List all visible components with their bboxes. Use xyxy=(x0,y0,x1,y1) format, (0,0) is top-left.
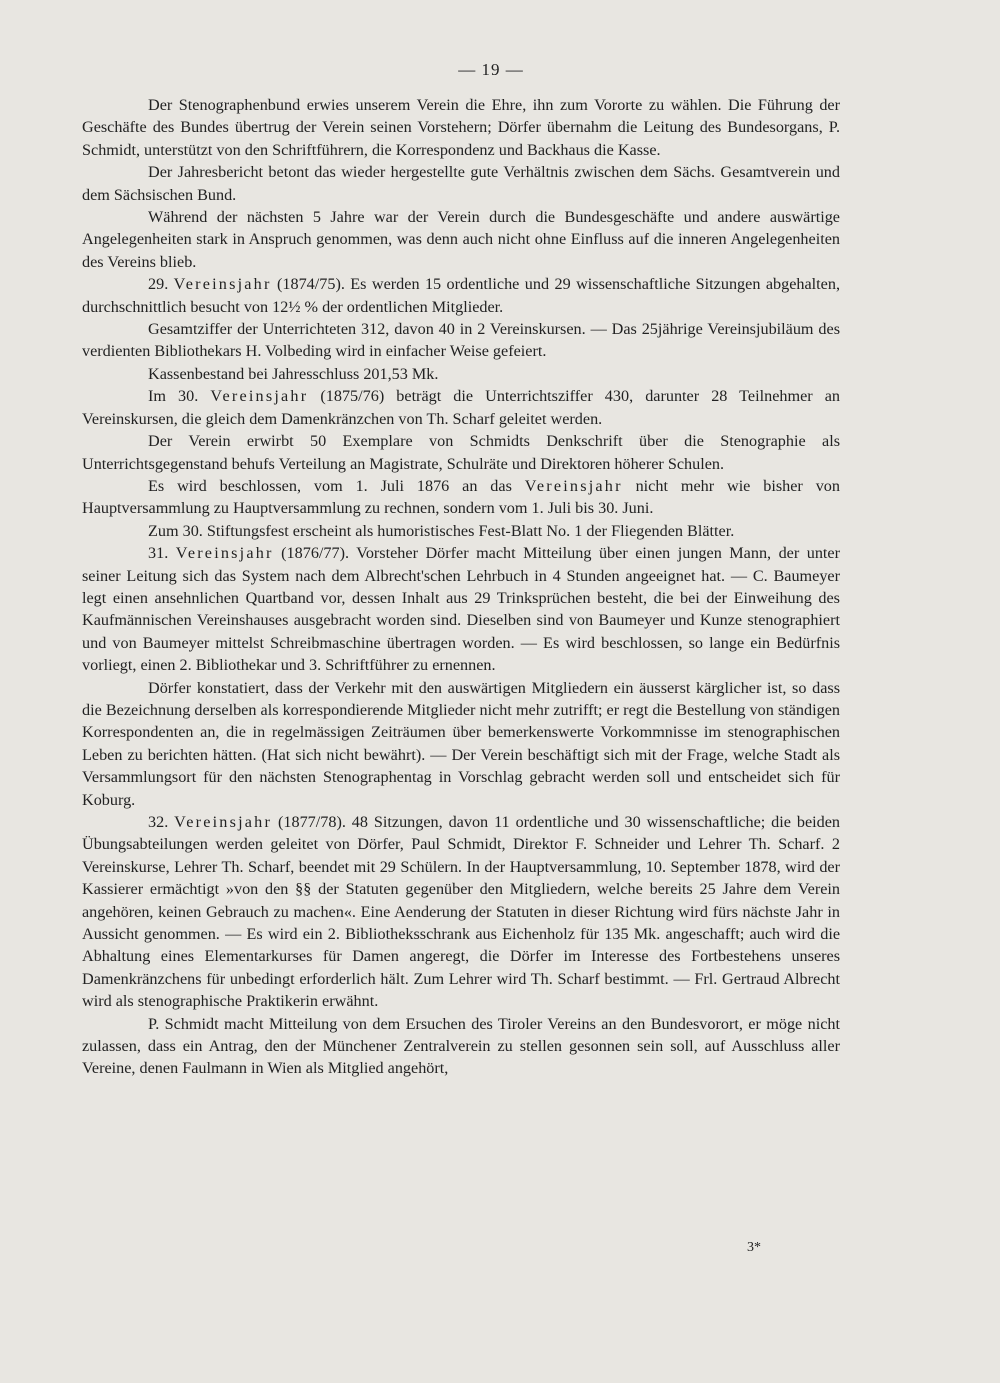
paragraph-text: Der Jahresbericht betont das wieder hergestellte gute Verhältnis zwischen dem Sächs. Gesamtverein und dem Sächsischen Bund. xyxy=(82,163,840,204)
paragraph-p3 xyxy=(82,206,840,273)
paragraph-text: P. Schmidt macht Mitteilung von dem Ersuchen des Tiroler Vereins an den Bundesvorort, er möge nicht zulassen, dass ein Antrag, den der Münchener Zentralverein zu stellen gesonnen sein soll, auf Ausschluss aller Vereine, denen Faulmann in Wien als Mitglied angehört, xyxy=(82,1014,840,1078)
paragraph-p13 xyxy=(82,811,840,1013)
paragraph-text: Der Stenographenbund erwies unserem Verein die Ehre, ihn zum Vororte zu wählen. Die Führung der Geschäfte des Bundes übertrug der Verein seinen Vorstehern; Dörfer übernahm die Leitung des Bundesorgans, P. Schmidt, unterstützt von den Schriftführern, die Korrespondenz und Backhaus die Kasse. xyxy=(82,96,840,159)
paragraph-text: nicht mehr wie bisher von Hauptversammlung zu Hauptversammlung zu rechnen, sondern vom 1. Juli bis 30. Juni. xyxy=(82,476,840,518)
paragraph-p2 xyxy=(82,161,840,206)
page-number: — 19 — xyxy=(458,60,524,79)
paragraph-p11 xyxy=(82,542,840,676)
paragraph-text: Kassenbestand bei Jahresschluss 201,53 Mk. xyxy=(148,364,439,383)
paragraph-p4 xyxy=(82,273,840,318)
paragraph-text: (1874/75). Es werden 15 ordentliche und 29 wissenschaftliche Sitzungen abgehalten, durchschnittlich besucht von 12½ % der ordentlichen Mitglieder. xyxy=(82,275,840,316)
paragraph-p10 xyxy=(82,520,840,542)
paragraph-text: (1876/77). Vorsteher Dörfer macht Mitteilung über einen jungen Mann, der unter seiner Leitung sich das System nach dem Albrecht'schen Lehrbuch in 4 Stunden angeeignet hat. — C. Baumeyer legt einen ansehnlichen Quartband vor, dessen Inhalt aus 29 Trinksprüchen besteht, die bei der Einweihung des Kaufmännischen Vereinshauses ausgebracht worden sind. Dieselben sind von Baumeyer und Kunze stenographiert und von Baumeyer mittelst Schreibmaschine übertragen worden. — Es wird beschlossen, so lange ein Bedürfnis vorliegt, einen 2. Bibliothekar und 3. Schriftführer zu ernennen. xyxy=(82,544,841,675)
body-text xyxy=(82,94,840,1080)
paragraph-p7 xyxy=(82,385,840,430)
paragraph-p5 xyxy=(82,318,840,363)
paragraph-p8 xyxy=(82,430,840,475)
spaced-term: Vereinsjahr xyxy=(210,387,309,406)
paragraph-text: Im 30. xyxy=(148,387,211,406)
paragraph-p14 xyxy=(82,1013,840,1080)
paragraph-text: Zum 30. Stiftungsfest erscheint als humoristisches Fest-Blatt No. 1 der Fliegenden Blätter. xyxy=(148,521,735,540)
paragraph-p12 xyxy=(82,677,840,811)
paragraph-p9 xyxy=(82,475,840,520)
signature-mark: 3* xyxy=(747,1240,761,1255)
spaced-term: Vereinsjahr xyxy=(175,544,274,563)
paragraph-p1 xyxy=(82,94,840,161)
paragraph-text: Während der nächsten 5 Jahre war der Verein durch die Bundesgeschäfte und andere auswärtige Angelegenheiten stark in Anspruch genommen, was denn auch nicht ohne Einfluss auf die inneren Angelegenheiten des Vereins blieb. xyxy=(82,208,840,271)
paragraph-text: Dörfer konstatiert, dass der Verkehr mit den auswärtigen Mitgliedern ein äusserst kärglicher ist, so dass die Bezeichnung derselben als korrespondierende Mitglieder nicht mehr zutrifft; er regt die Bestellung von ständigen Korrespondenten an, die in regelmässigen Zeiträumen über bemerkenswerte Vorkommnisse im stenographischen Leben zu berichten hätten. (Hat sich nicht bewährt). — Der Verein beschäftigt sich mit der Frage, welche Stadt als Versammlungsort für den nächsten Stenographentag in Vorschlag gebracht werden soll und entscheidet sich für Koburg. xyxy=(82,678,840,809)
spaced-term: Vereinsjahr xyxy=(173,275,272,294)
paragraph-text: Es wird beschlossen, vom 1. Juli 1876 an das xyxy=(148,476,525,495)
paragraph-text: 32. xyxy=(148,813,175,831)
paragraph-text: 31. xyxy=(148,544,176,563)
paragraph-text: (1875/76) beträgt die Unterrichtsziffer 430, darunter 28 Teilnehmer an Vereinskursen, die gleich dem Damenkränzchen von Th. Scharf geleitet werden. xyxy=(82,387,840,428)
spaced-term: Vereinsjahr xyxy=(174,813,273,831)
paragraph-text: (1877/78). 48 Sitzungen, davon 11 ordentliche und 30 wissenschaftliche; die beiden Übungsabteilungen werden geleitet von Dörfer, Paul Schmidt, Direktor F. Schneider und Lehrer Th. Scharf. 2 Vereinskurse, Lehrer Th. Scharf, beendet mit 29 Schülern. In der Hauptversammlung, 10. September 1878, wird der Kassierer ermächtigt »von den §§ der Statuten gegenüber den Mitgliedern, welche bereits 25 Jahre dem Verein angehören, keinen Gebrauch zu machen«. Eine Aenderung der Statuten in dieser Richtung wird fürs nächste Jahr in Aussicht genommen. — Es wird ein 2. Bibliotheksschrank aus Eichenholz für 135 Mk. angeschafft; auch wird die Abhaltung eines Elementarkurses für Damen angeregt, die Dörfer im Interesse des Fortbestehens unseres Damenkränzchens für unbedingt erforderlich hält. Zum Lehrer wird Th. Scharf bestimmt. — Frl. Gertraud Albrecht wird als stenographische Praktikerin erwähnt. xyxy=(82,813,841,1011)
paragraph-text: 29. xyxy=(148,275,174,294)
paragraph-p6 xyxy=(82,363,840,385)
paragraph-text: Gesamtziffer der Unterrichteten 312, davon 40 in 2 Vereinskursen. — Das 25jährige Vereinsjubiläum des verdienten Bibliothekars H. Volbeding wird in einfacher Weise gefeiert. xyxy=(82,320,840,361)
paragraph-text: Der Verein erwirbt 50 Exemplare von Schmidts Denkschrift über die Stenographie als Unterrichtsgegenstand behufs Verteilung an Magistrate, Schulräte und Direktoren höherer Schulen. xyxy=(82,432,840,473)
spaced-term: Vereinsjahr xyxy=(524,476,623,495)
